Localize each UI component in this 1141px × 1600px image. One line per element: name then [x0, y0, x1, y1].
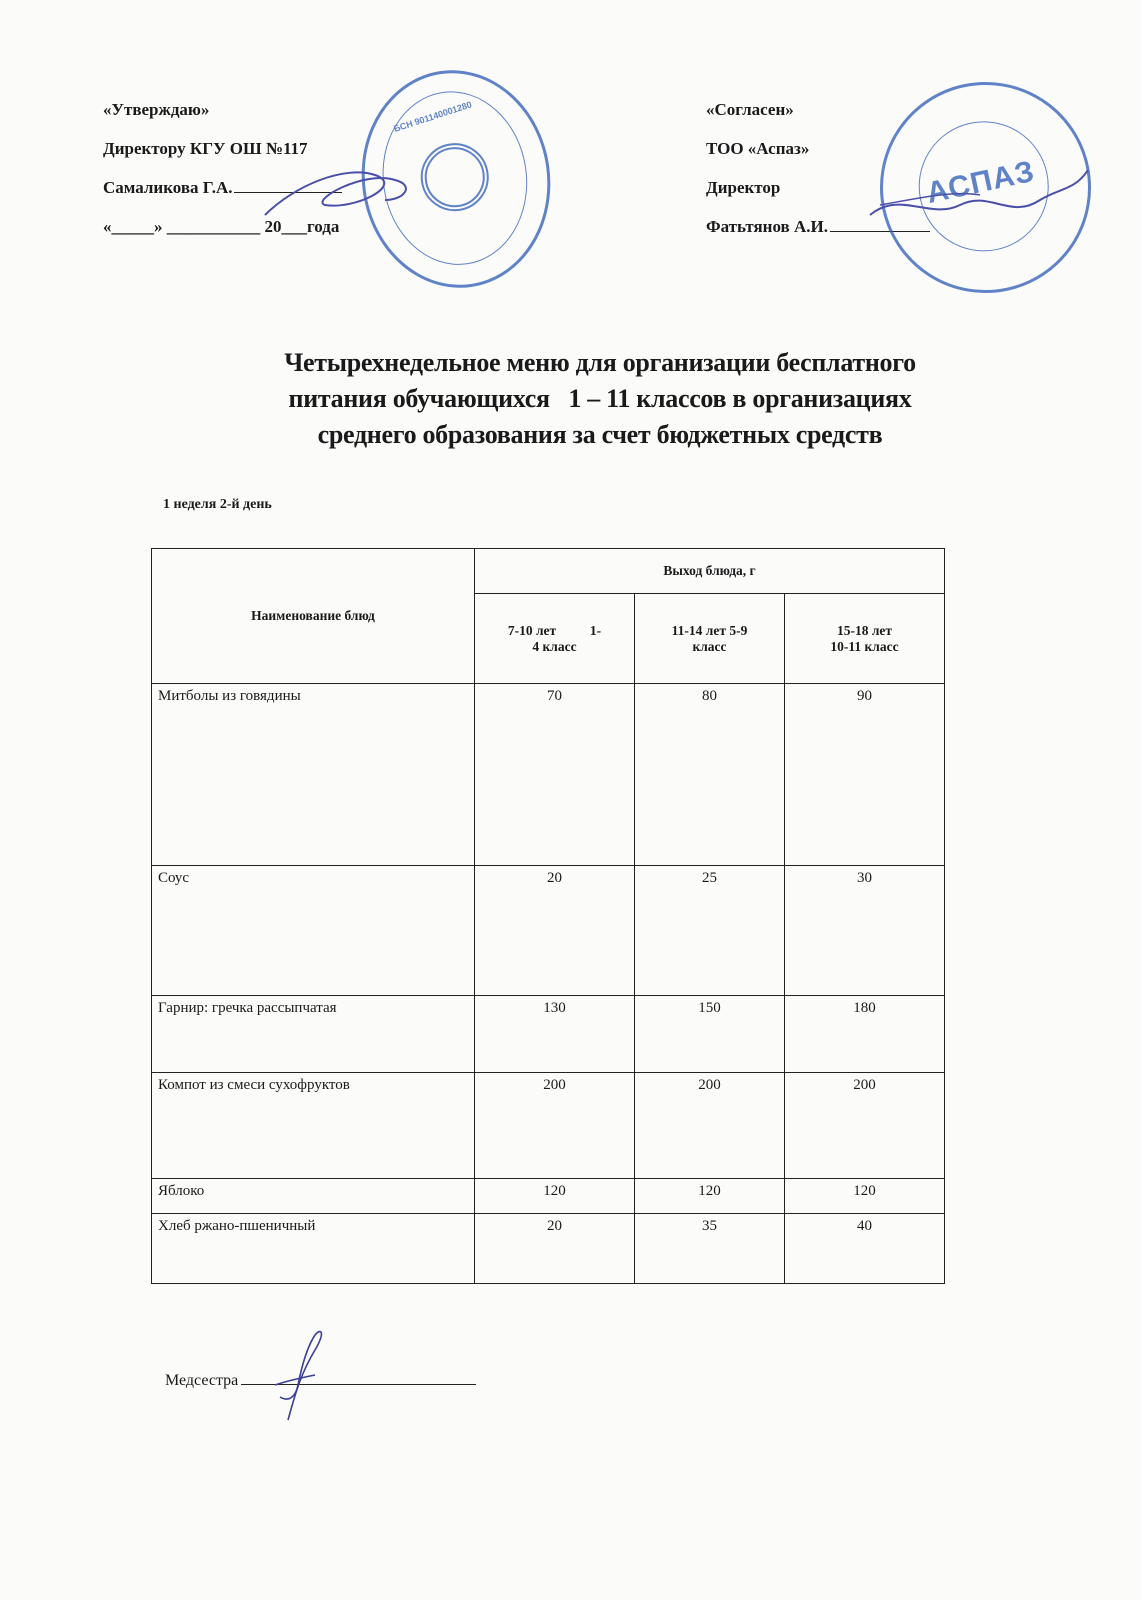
- dish-name: Хлеб ржано-пшеничный: [152, 1214, 475, 1284]
- dish-name: Яблоко: [152, 1179, 475, 1214]
- output-11-14: 120: [635, 1179, 785, 1214]
- agreement-company: ТОО «Аспаз»: [706, 139, 810, 158]
- approval-date: «_____» ___________ 20___года: [103, 217, 340, 236]
- output-15-18: 30: [785, 866, 945, 996]
- output-11-14: 25: [635, 866, 785, 996]
- company-director-signature: [860, 150, 1100, 240]
- table-row: [152, 866, 945, 996]
- header-col-line: класс: [692, 638, 727, 654]
- title-line-3: среднего образования за счет бюджетных средств: [317, 420, 883, 449]
- header-col-line: 4 класс: [532, 638, 577, 654]
- output-7-10: 200: [475, 1073, 635, 1179]
- stamp-bin: БСН 901140001280: [392, 99, 474, 134]
- output-7-10: 70: [475, 684, 635, 866]
- output-11-14: 35: [635, 1214, 785, 1284]
- header-output: Выход блюда, г: [475, 549, 945, 594]
- agreement-heading: «Согласен»: [706, 100, 794, 119]
- header-col-line: 15-18 лет: [836, 622, 893, 638]
- dish-name: Митболы из говядины: [152, 684, 475, 866]
- approval-name-text: Самаликова Г.А.: [103, 178, 233, 197]
- dish-name: Соус: [152, 866, 475, 996]
- header-age-7-10: [475, 594, 635, 684]
- agreement-name-text: Фатьтянов А.И.: [706, 217, 828, 236]
- header-col-line: 10-11 класс: [830, 638, 899, 654]
- output-7-10: 20: [475, 866, 635, 996]
- output-15-18: 90: [785, 684, 945, 866]
- header-col-line: 7-10 лет 1-: [507, 622, 602, 638]
- header-age-15-18: [785, 594, 945, 684]
- header-age-11-14: [635, 594, 785, 684]
- output-11-14: 200: [635, 1073, 785, 1179]
- nurse-signature: [270, 1325, 340, 1425]
- table-row: [152, 996, 945, 1073]
- title-line-1: Четырехнедельное меню для организации бесплатного: [284, 348, 916, 377]
- table-row: [152, 1179, 945, 1214]
- approval-heading: «Утверждаю»: [103, 100, 210, 119]
- menu-table: [151, 548, 945, 1284]
- output-15-18: 180: [785, 996, 945, 1073]
- output-11-14: 150: [635, 996, 785, 1073]
- dish-name: Гарнир: гречка рассыпчатая: [152, 996, 475, 1073]
- table-row: [152, 684, 945, 866]
- nurse-label: Медсестра: [165, 1372, 239, 1389]
- dish-name: Компот из смеси сухофруктов: [152, 1073, 475, 1179]
- output-11-14: 80: [635, 684, 785, 866]
- output-15-18: 120: [785, 1179, 945, 1214]
- output-15-18: 40: [785, 1214, 945, 1284]
- approval-position: Директору КГУ ОШ №117: [103, 139, 308, 158]
- table-row: [152, 1073, 945, 1179]
- stamp-center-text: АСПАЗ: [923, 154, 1038, 210]
- table-row: [152, 1214, 945, 1284]
- week-day-label: 1 неделя 2-й день: [163, 497, 272, 512]
- output-7-10: 120: [475, 1179, 635, 1214]
- output-15-18: 200: [785, 1073, 945, 1179]
- output-7-10: 20: [475, 1214, 635, 1284]
- output-7-10: 130: [475, 996, 635, 1073]
- agreement-position: Директор: [706, 178, 781, 197]
- header-dish-name: Наименование блюд: [152, 549, 475, 684]
- page-title: [150, 345, 1050, 453]
- title-line-2: питания обучающихся 1 – 11 классов в организациях: [288, 384, 912, 413]
- header-col-line: 11-14 лет 5-9: [671, 622, 748, 638]
- director-signature: [255, 155, 435, 235]
